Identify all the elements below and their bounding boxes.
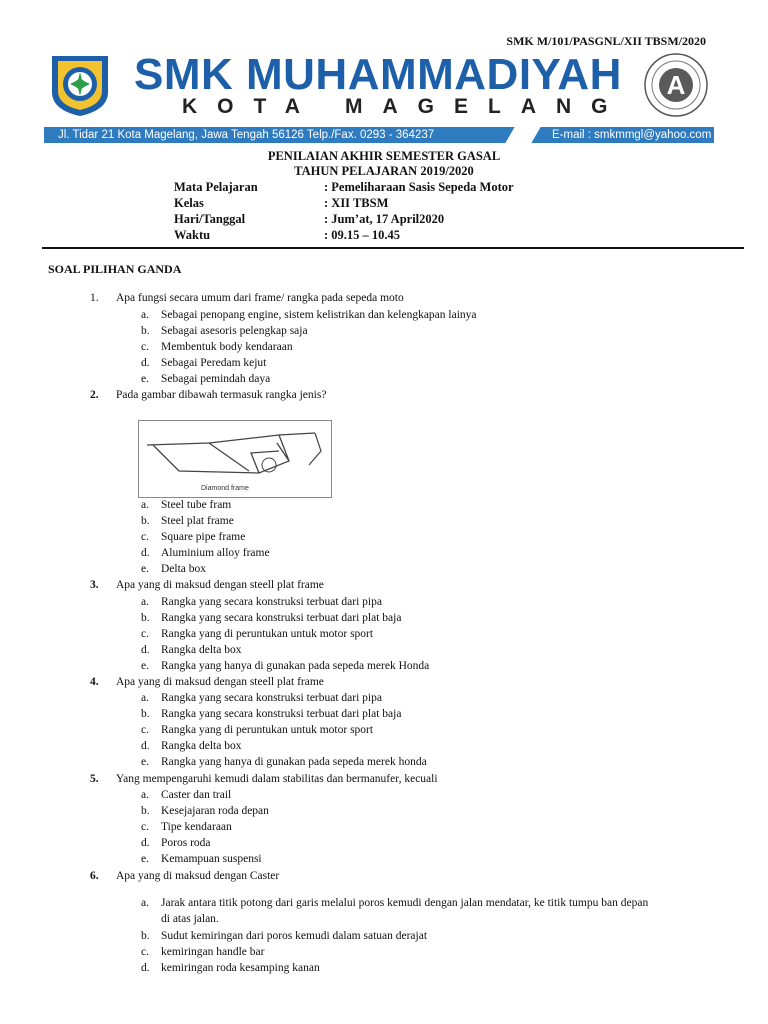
motorcycle-frame-icon [139,421,331,483]
option-text: Delta box [161,563,207,575]
option-text: Rangka yang di peruntukan untuk motor sport [161,724,374,736]
option-text: Sebagai Peredam kejut [161,357,267,369]
option-text: Membentuk body kendaraan [161,341,293,353]
option-letter: a. [141,897,149,909]
contact-bar [44,127,714,143]
info-value: : XII TBSM [324,196,389,210]
option-letter: e. [141,563,149,575]
option-letter: c. [141,341,149,353]
option-text: Sudut kemiringan dari poros kemudi dalam satuan derajat [161,930,428,942]
option-letter: a. [141,309,149,321]
section-title: SOAL PILIHAN GANDA [48,262,182,276]
image-caption: Diamond frame [201,485,249,492]
contact-divider [505,127,540,143]
option-letter: d. [141,740,150,752]
option-text: Poros roda [161,837,211,849]
option-text: Sebagai asesoris pelengkap saja [161,325,308,337]
option-text: Sebagai pemindah daya [161,373,271,385]
option-text: Aluminium alloy frame [161,547,270,559]
option-letter: a. [141,789,149,801]
option-letter: b. [141,805,150,817]
question-text: Yang mempengaruhi kemudi dalam stabilitas dan bermanufer, kecuali [116,773,438,785]
option-text: Kemampuan suspensi [161,853,262,865]
school-logo-icon [44,52,116,118]
question-number: 4. [90,676,99,688]
accreditation-badge-icon [632,52,720,118]
info-value: : 09.15 – 10.45 [324,228,401,242]
option-text: Rangka yang secara konstruksi terbuat dari plat baja [161,708,402,720]
exam-year: TAHUN PELAJARAN 2019/2020 [294,164,474,178]
option-letter: b. [141,708,150,720]
school-city: KOTA MAGELANG [182,95,628,118]
option-letter: d. [141,962,150,974]
option-text: Steel tube fram [161,499,232,511]
header-divider [42,247,744,249]
option-letter: c. [141,531,149,543]
info-label: Mata Pelajaran [174,180,258,194]
school-name: SMK MUHAMMADIYAH [134,50,622,99]
question-text: Apa fungsi secara umum dari frame/ rangka pada sepeda moto [116,292,404,304]
contact-address: Jl. Tidar 21 Kota Magelang, Jawa Tengah 56126 Telp./Fax. 0293 - 364237 [58,129,435,141]
question-number: 1. [90,292,99,304]
option-letter: c. [141,821,149,833]
option-letter: a. [141,692,149,704]
option-text: Rangka yang di peruntukan untuk motor sport [161,628,374,640]
option-letter: a. [141,499,149,511]
info-label: Waktu [174,228,211,242]
option-letter: e. [141,373,149,385]
option-text: Rangka yang secara konstruksi terbuat dari plat baja [161,612,402,624]
option-letter: d. [141,357,150,369]
exam-title: PENILAIAN AKHIR SEMESTER GASAL [267,149,501,163]
option-letter: d. [141,547,150,559]
question-text: Apa yang di maksud dengan steell plat frame [116,579,324,591]
info-label: Hari/Tanggal [174,212,246,226]
option-text: Square pipe frame [161,531,246,543]
option-letter: d. [141,837,150,849]
info-label: Kelas [174,196,204,210]
option-text: Steel plat frame [161,515,234,527]
diamond-frame-image [138,420,332,498]
question-number: 2. [90,389,99,401]
option-text: kemiringan roda kesamping kanan [161,962,320,974]
option-letter: d. [141,644,150,656]
option-letter: e. [141,853,149,865]
option-letter: b. [141,515,150,527]
option-text: Rangka yang secara konstruksi terbuat dari pipa [161,692,382,704]
option-letter: e. [141,660,149,672]
option-text: Caster dan trail [161,789,232,801]
question-text: Pada gambar dibawah termasuk rangka jenis? [116,389,327,401]
question-number: 6. [90,870,99,882]
question-text: Apa yang di maksud dengan Caster [116,870,280,882]
question-number: 3. [90,579,99,591]
option-letter: e. [141,756,149,768]
option-text: Tipe kendaraan [161,821,232,833]
option-text: Rangka yang hanya di gunakan pada sepeda merek honda [161,756,427,768]
option-letter: c. [141,628,149,640]
option-text: di atas jalan. [161,913,219,925]
option-text: Rangka delta box [161,644,242,656]
option-letter: c. [141,946,149,958]
option-text: Sebagai penopang engine, sistem kelistrikan dan kelengkapan lainya [161,309,477,321]
option-text: Rangka delta box [161,740,242,752]
option-letter: c. [141,724,149,736]
document-code: SMK M/101/PASGNL/XII TBSM/2020 [506,34,706,48]
option-letter: a. [141,596,149,608]
option-letter: b. [141,325,150,337]
question-number: 5. [90,773,99,785]
question-text: Apa yang di maksud dengan steell plat frame [116,676,324,688]
contact-email: E-mail : smkmmgl@yahoo.com [552,129,712,141]
option-letter: b. [141,612,150,624]
option-text: kemiringan handle bar [161,946,265,958]
info-value: : Jum’at, 17 April2020 [324,212,445,226]
option-text: Jarak antara titik potong dari garis melalui poros kemudi dengan jalan mendatar, ke titik tumpu ban depan [161,897,649,909]
option-text: Kesejajaran roda depan [161,805,269,817]
badge-letter: A [666,70,686,100]
option-letter: b. [141,930,150,942]
option-text: Rangka yang secara konstruksi terbuat dari pipa [161,596,382,608]
info-value: : Pemeliharaan Sasis Sepeda Motor [324,180,514,194]
option-text: Rangka yang hanya di gunakan pada sepeda merek Honda [161,660,430,672]
